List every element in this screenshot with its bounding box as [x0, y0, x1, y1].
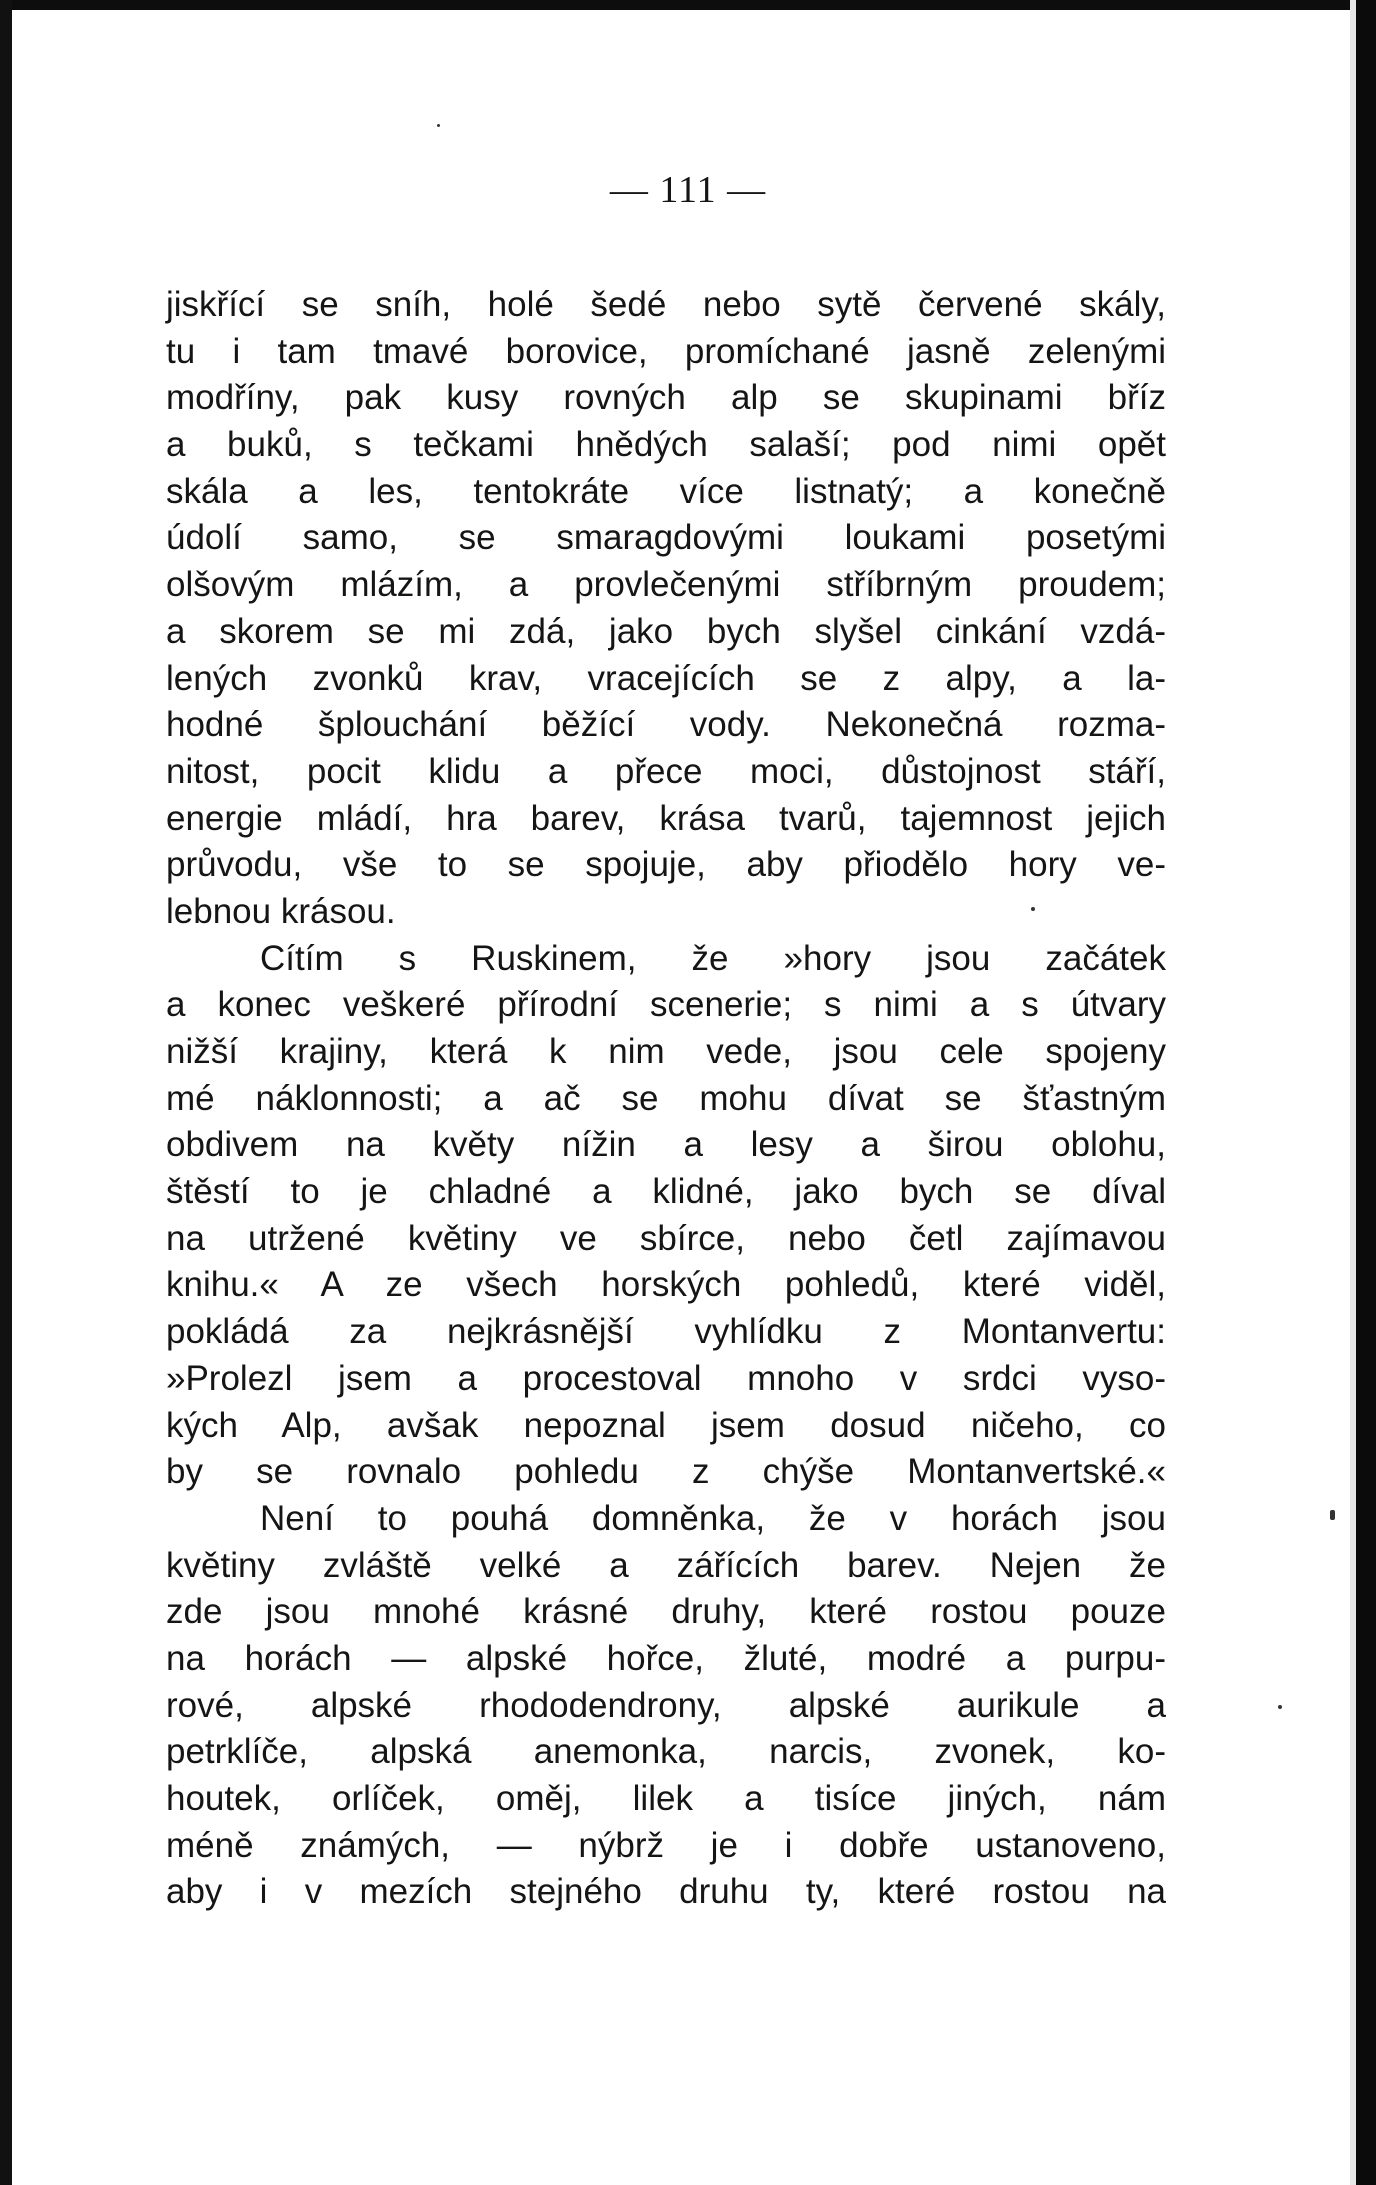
scan-speck — [437, 124, 440, 127]
scan-border-top — [0, 0, 1376, 10]
text-line: na utržené květiny ve sbírce, nebo četl zajímavou — [166, 1218, 1166, 1258]
text-line: a buků, s tečkami hnědých salaší; pod nimi opět — [166, 425, 1166, 465]
text-line: nitost, pocit klidu a přece moci, důstojnost stáří, — [166, 751, 1166, 791]
scan-speck — [1330, 1510, 1335, 1520]
text-line: knihu.« A ze všech horských pohledů, které viděl, — [166, 1265, 1166, 1305]
text-line: a skorem se mi zdá, jako bych slyšel cinkání vzdá- — [166, 611, 1166, 651]
text-line: by se rovnalo pohledu z chýše Montanvertské.« — [166, 1452, 1166, 1492]
text-line: lených zvonků krav, vracejících se z alpy, a la- — [166, 658, 1166, 698]
text-line: pokládá za nejkrásnější vyhlídku z Montanvertu: — [166, 1312, 1166, 1352]
text-line: mé náklonnosti; a ač se mohu dívat se šťastným — [166, 1078, 1166, 1118]
scan-border-left — [0, 0, 12, 2185]
text-line: a konec veškeré přírodní scenerie; s nimi a s útvary — [166, 985, 1166, 1025]
text-line: aby i v mezích stejného druhu ty, které rostou na — [166, 1872, 1166, 1912]
text-line: energie mládí, hra barev, krása tvarů, tajemnost jejich — [166, 798, 1166, 838]
text-line: Není to pouhá domněnka, že v horách jsou — [260, 1498, 1166, 1538]
text-line: olšovým mlázím, a provlečenými stříbrným proudem; — [166, 565, 1166, 605]
body-text — [166, 282, 1166, 1916]
text-line: tu i tam tmavé borovice, promíchané jasně zelenými — [166, 331, 1166, 371]
scan-speck — [1278, 1705, 1282, 1709]
text-line: nižší krajiny, která k nim vede, jsou cele spojeny — [166, 1032, 1166, 1071]
scan-speck — [1031, 907, 1035, 911]
text-line: hodné šplouchání běžící vody. Nekonečná rozma- — [166, 705, 1166, 745]
text-line: skála a les, tentokráte více listnatý; a konečně — [166, 471, 1166, 511]
text-line: rové, alpské rhododendrony, alpské aurikule a — [166, 1685, 1166, 1725]
text-line: kých Alp, avšak nepoznal jsem dosud ničeho, co — [166, 1405, 1166, 1445]
text-line: květiny zvláště velké a zářících barev. Nejen že — [166, 1545, 1166, 1585]
text-line: modříny, pak kusy rovných alp se skupinami bříz — [166, 378, 1166, 418]
text-line: na horách — alpské hořce, žluté, modré a purpu- — [166, 1638, 1166, 1678]
text-line: lebnou krásou. — [166, 891, 396, 931]
text-line: houtek, orlíček, oměj, lilek a tisíce jiných, nám — [166, 1779, 1166, 1818]
text-line: méně známých, — nýbrž je i dobře ustanoveno, — [166, 1825, 1166, 1865]
text-line: štěstí to je chladné a klidné, jako bych se díval — [166, 1172, 1166, 1212]
text-line: jiskřící se sníh, holé šedé nebo sytě červené skály, — [166, 285, 1166, 324]
text-line: údolí samo, se smaragdovými loukami posetými — [166, 518, 1166, 558]
text-line: »Prolezl jsem a procestoval mnoho v srdci vyso- — [166, 1358, 1166, 1398]
text-line: zde jsou mnohé krásné druhy, které rostou pouze — [166, 1592, 1166, 1632]
scan-border-right — [1356, 0, 1376, 2185]
text-line: obdivem na květy nížin a lesy a širou oblohu, — [166, 1125, 1166, 1165]
text-line: Cítím s Ruskinem, že »hory jsou začátek — [260, 938, 1166, 978]
text-line: průvodu, vše to se spojuje, aby přiodělo hory ve- — [166, 845, 1166, 885]
text-line: petrklíče, alpská anemonka, narcis, zvonek, ko- — [166, 1732, 1166, 1772]
page-number: — 111 — — [609, 169, 767, 211]
